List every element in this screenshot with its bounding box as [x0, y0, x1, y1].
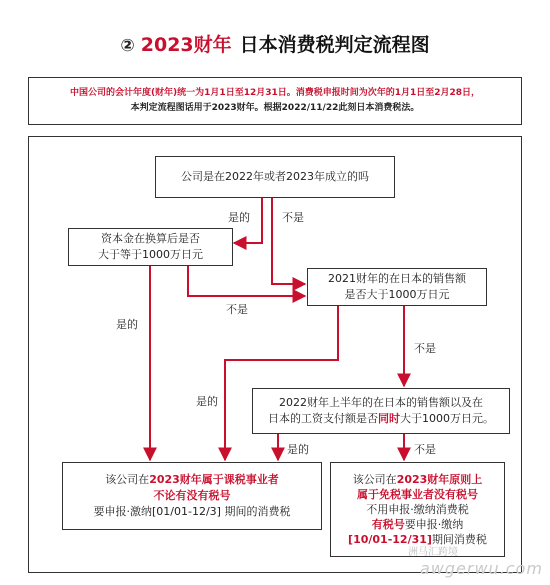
result-exempt: 该公司在2023财年原则上 属于免税事业者没有税号 不用申报·缴纳消费税 有税号要申报·缴纳 [10/01-12/31]期间消费税 — [330, 462, 505, 557]
node-q3-sales-2021: 2021财年的在日本的销售额 是否大于1000万日元 — [307, 268, 487, 306]
label-q4-yes: 是的 — [287, 443, 309, 456]
arrow-q2-no — [188, 265, 305, 296]
label-q2-no: 不是 — [226, 303, 248, 316]
label-q2-yes: 是的 — [116, 318, 138, 331]
notice-line-2: 本判定流程图话用于2023财年。根据2022/11/22此刻日本消费税法。 — [130, 103, 420, 113]
notice-line-1: 中国公司的会计年度(财年)统一为1月1日至12月31日。消费税申报时间为次年的1月1日至2月28日， — [69, 88, 481, 98]
title-highlight: 2023财年 — [140, 34, 232, 56]
result-taxable: 该公司在2023财年属于课税事业者 不论有没有税号 要申报·激纳[01/01-12/3] 期间的消费税 — [62, 462, 322, 530]
node-q2-capital: 资本金在换算后是否 大于等于1000万日元 — [68, 228, 233, 266]
title-rest: 日本消费税判定流程图 — [239, 34, 430, 56]
watermark-site: awgerwu.com — [420, 559, 543, 578]
label-q3-no: 不是 — [414, 342, 436, 355]
node-q4-sales-wages-2022: 2022财年上半年的在日本的销售额以及在 日本的工资支付额是否同时大于1000万日元。 — [252, 388, 510, 434]
title-number: ② — [120, 36, 135, 56]
label-q4-no: 不是 — [414, 443, 436, 456]
arrow-q3-yes — [225, 305, 338, 460]
label-q1-no: 不是 — [282, 211, 304, 224]
watermark-text: 洲马汇跨境 — [408, 547, 458, 558]
node-q1-founded: 公司是在2022年或者2023年成立的吗 — [155, 156, 395, 198]
label-q1-yes: 是的 — [228, 211, 250, 224]
label-q3-yes: 是的 — [196, 395, 218, 408]
